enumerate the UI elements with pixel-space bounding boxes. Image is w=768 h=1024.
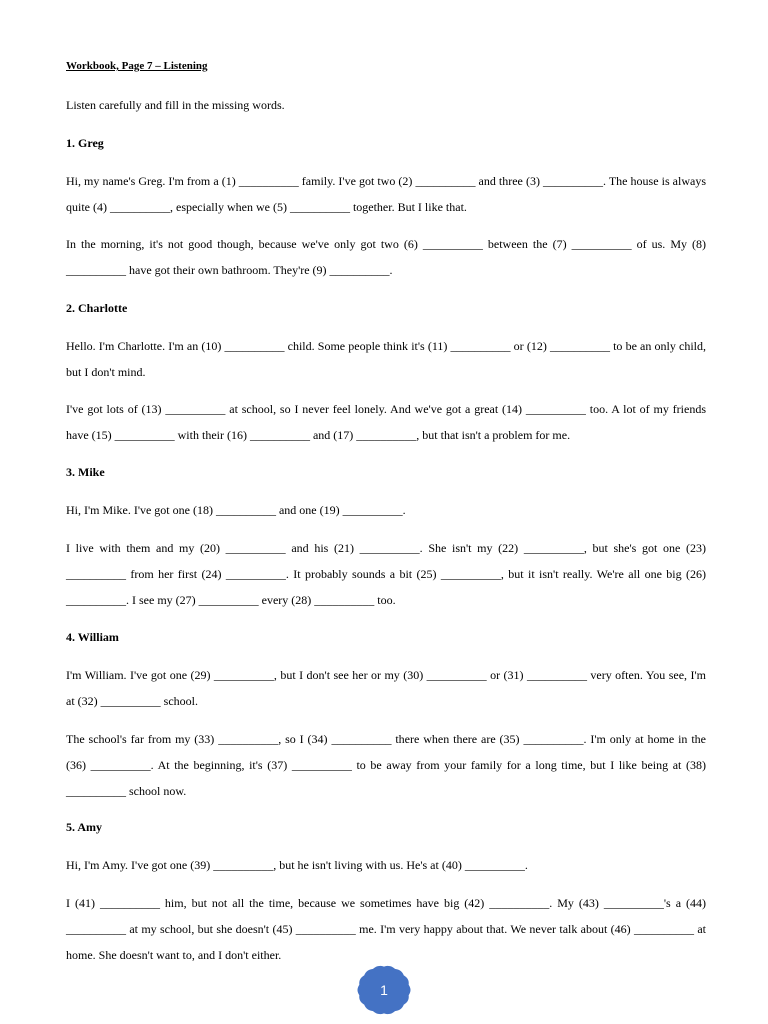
section-heading-mike: 3. Mike — [66, 465, 105, 479]
instructions: Listen carefully and fill in the missing words. — [66, 98, 285, 112]
paragraph-mike-2: I live with them and my (20) __________ and his (21) __________. She isn't my (22) __________, but she's got one (23) __________ from her first (24) __________. It probably sounds a bit (25) __________, but it isn't really. We're all one big (26) __________. I see my (27) __________ every (28) __________ too. — [66, 541, 706, 607]
paragraph-mike-1: Hi, I'm Mike. I've got one (18) __________ and one (19) __________. — [66, 503, 406, 517]
section-heading-amy: 5. Amy — [66, 820, 102, 834]
page-number: 1 — [380, 982, 388, 998]
paragraph-william-1: I'm William. I've got one (29) __________, but I don't see her or my (30) __________ or (31) __________ very often. You see, I'm at (32) __________ school. — [66, 668, 706, 708]
paragraph-greg-1: Hi, my name's Greg. I'm from a (1) __________ family. I've got two (2) __________ and three (3) __________. The house is always quite (4) __________, especially when we (5) __________ together. But I like that. — [66, 174, 706, 214]
paragraph-greg-2: In the morning, it's not good though, because we've only got two (6) __________ between the (7) __________ of us. My (8) __________ have got their own bathroom. They're (9) __________. — [66, 237, 706, 277]
paragraph-amy-2: I (41) __________ him, but not all the time, because we sometimes have big (42) __________. My (43) __________'s a (44) __________ at my school, but she doesn't (45) __________ me. I'm very happy about that. We never talk about (46) __________ at home. She doesn't want to, and I don't either. — [66, 896, 706, 962]
paragraph-amy-1: Hi, I'm Amy. I've got one (39) __________, but he isn't living with us. He's at (40) __________. — [66, 858, 528, 872]
paragraph-william-2: The school's far from my (33) __________, so I (34) __________ there when there are (35) __________. I'm only at home in the (36) __________. At the beginning, it's (37) __________ to be away from your family for a long time, but I like being at (38) __________ school now. — [66, 732, 706, 798]
page-title: Workbook, Page 7 – Listening — [66, 60, 208, 72]
section-heading-william: 4. William — [66, 630, 119, 644]
section-heading-greg: 1. Greg — [66, 136, 104, 150]
page-number-badge — [356, 964, 412, 1016]
section-heading-charlotte: 2. Charlotte — [66, 301, 128, 315]
paragraph-charlotte-1: Hello. I'm Charlotte. I'm an (10) __________ child. Some people think it's (11) __________ or (12) __________ to be an only child, but I don't mind. — [66, 339, 706, 379]
paragraph-charlotte-2: I've got lots of (13) __________ at school, so I never feel lonely. And we've got a great (14) __________ too. A lot of my friends have (15) __________ with their (16) __________ and (17) __________, but that isn't a problem for me. — [66, 402, 706, 442]
